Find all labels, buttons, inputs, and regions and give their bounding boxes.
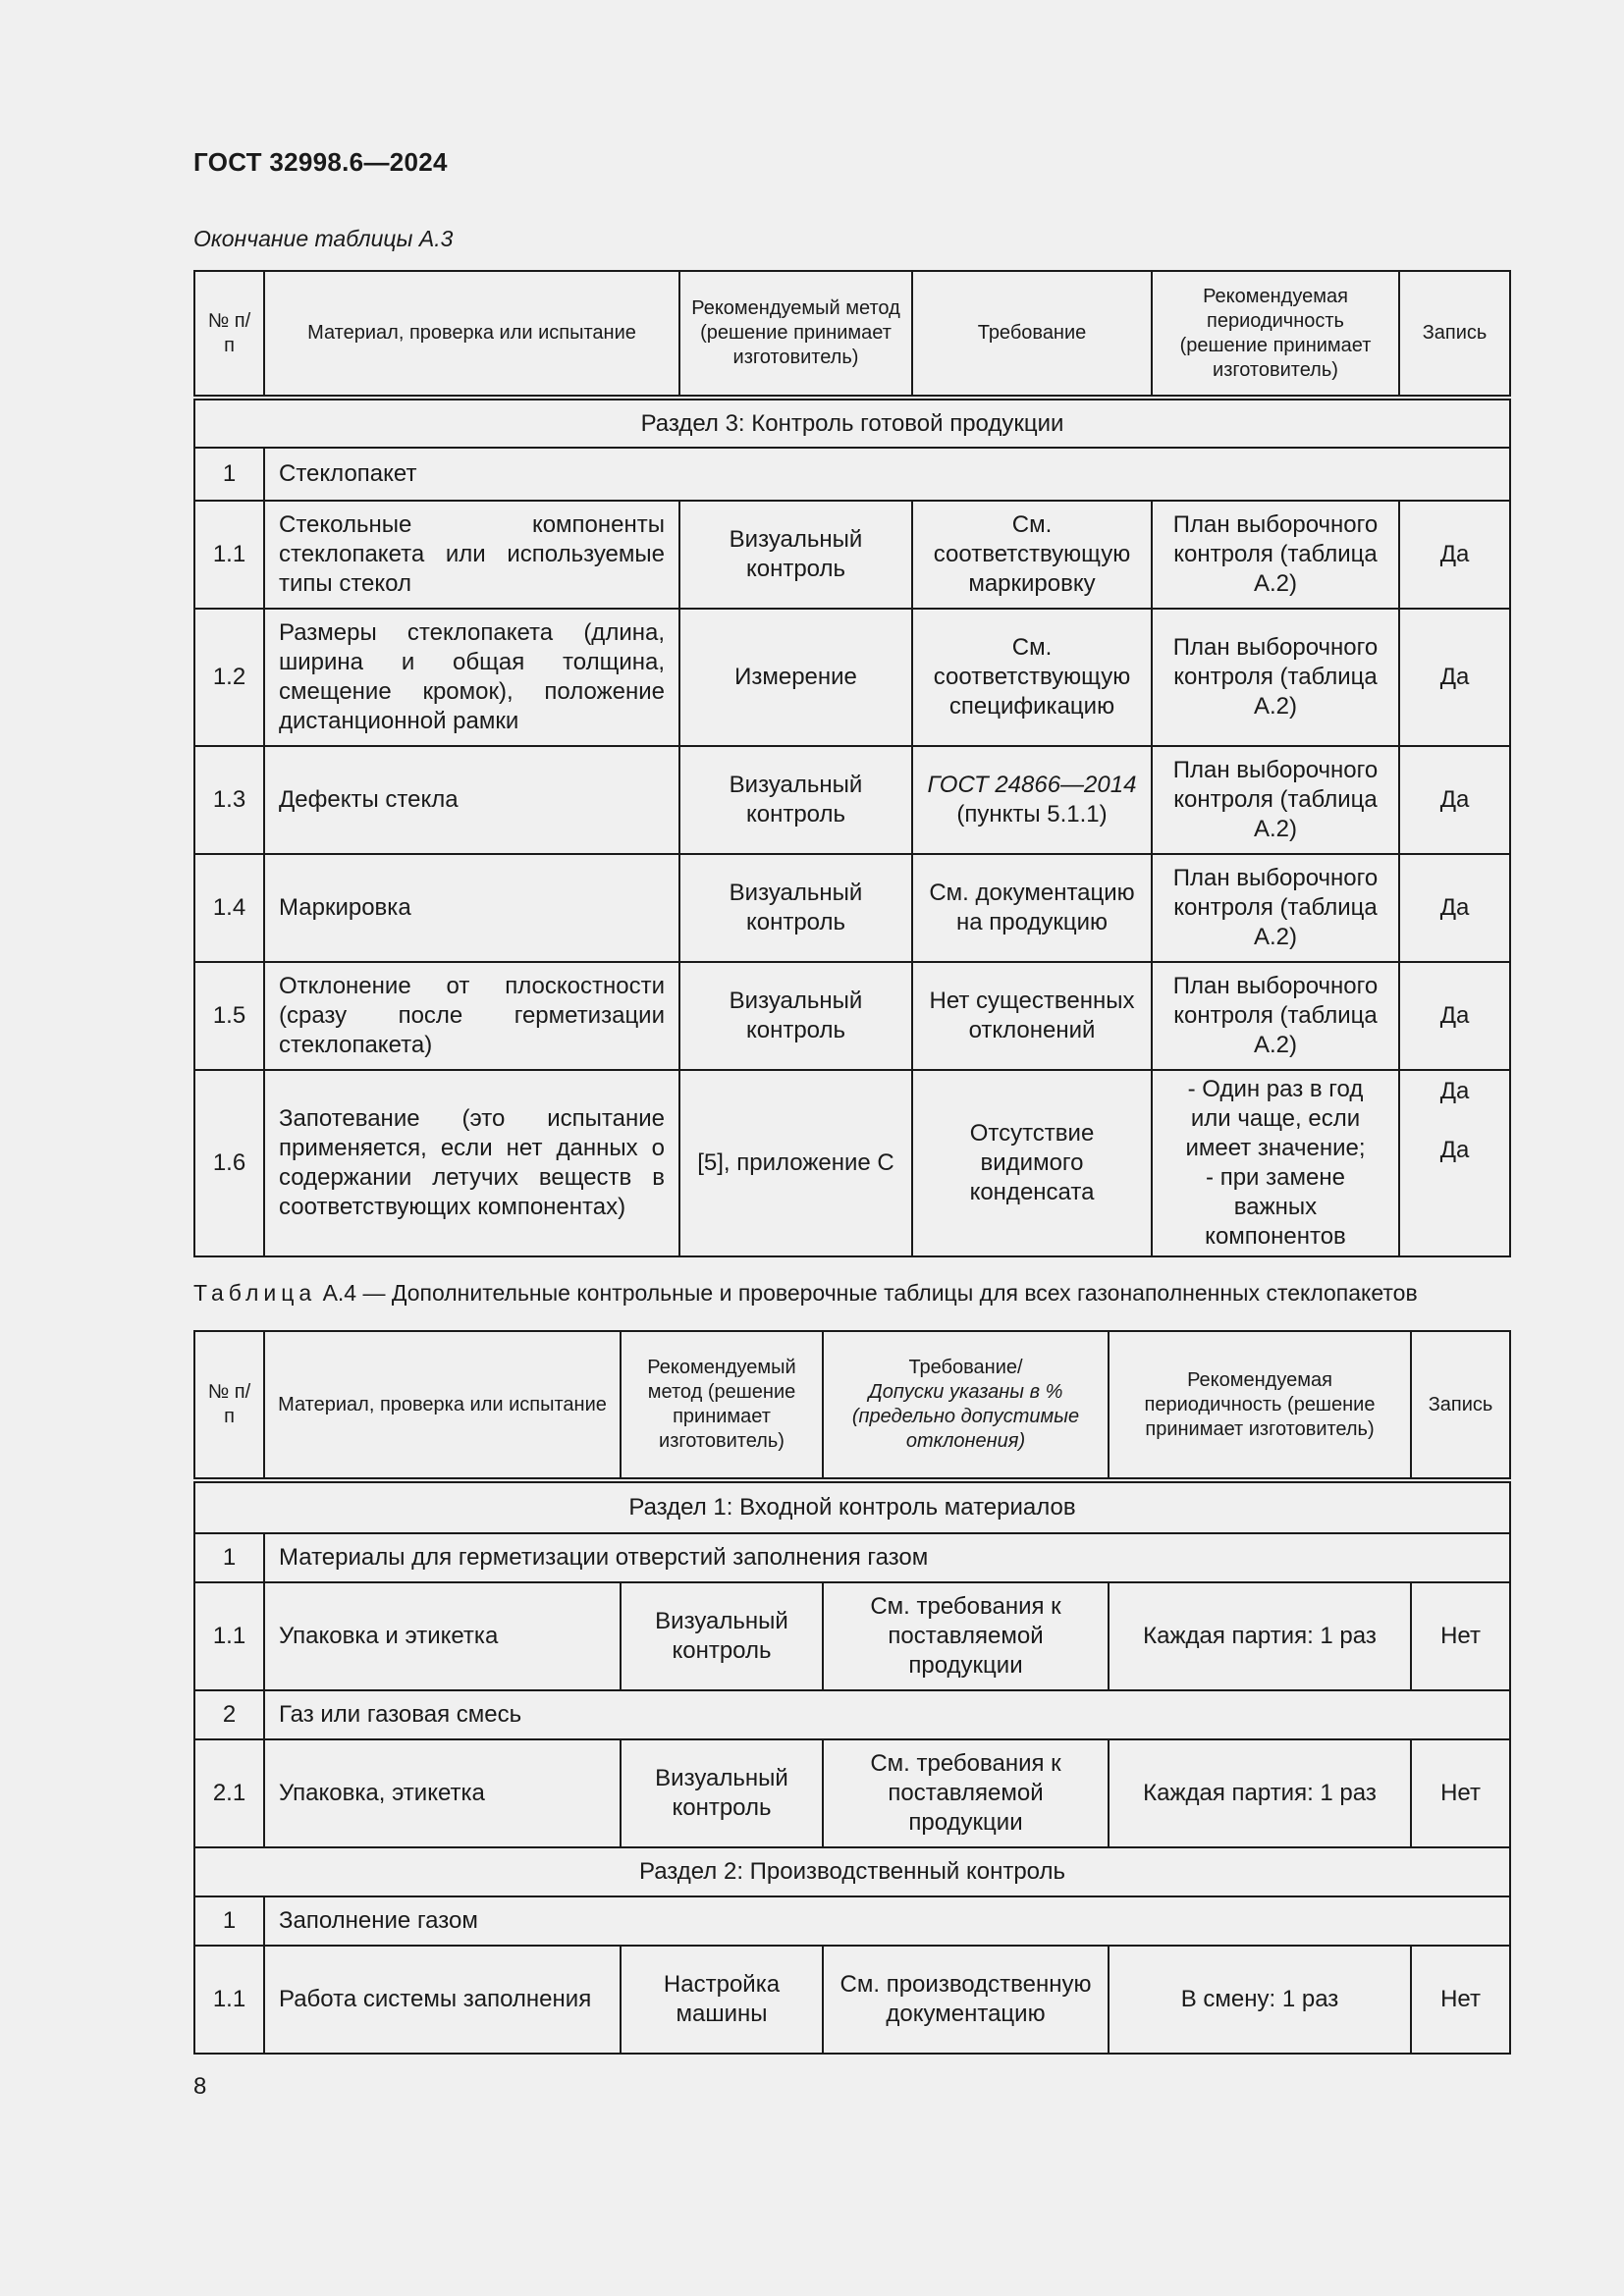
row-material: Отклонение от плоскостности (сразу после герметизации стеклопакета) xyxy=(264,962,679,1070)
row-method: Визуальный контроль xyxy=(679,962,912,1070)
table-row xyxy=(194,501,1510,609)
row-material: Маркировка xyxy=(264,854,679,962)
group-num: 1 xyxy=(194,1896,264,1946)
col-periodicity-header: Рекомендуемая периодичность (решение принимает изготовитель) xyxy=(1109,1331,1411,1480)
group-num: 2 xyxy=(194,1690,264,1739)
col-method-header: Рекомендуемый метод (решение принимает изготовитель) xyxy=(679,271,912,398)
col-record-header: Запись xyxy=(1411,1331,1510,1480)
standard-reference: ГОСТ 24866—2014 xyxy=(927,772,1137,798)
row-record: Да xyxy=(1399,854,1510,962)
row-periodicity: Каждая партия: 1 раз xyxy=(1109,1739,1411,1847)
row-periodicity: План выборочного контроля (таблица А.2) xyxy=(1152,746,1399,854)
row-num: 1.1 xyxy=(194,1582,264,1690)
table-row xyxy=(194,746,1510,854)
requirement-header-note: Допуски указаны в % (предельно допустимые отклонения) xyxy=(851,1381,1080,1452)
group-row xyxy=(194,1690,1510,1739)
page-number: 8 xyxy=(193,2073,207,2100)
row-record: Да xyxy=(1399,962,1510,1070)
document-code: ГОСТ 32998.6—2024 xyxy=(193,147,448,177)
group-row xyxy=(194,1896,1510,1946)
col-periodicity-header: Рекомендуемая периодичность (решение принимает изготовитель) xyxy=(1152,271,1399,398)
requirement-header-main: Требование/ xyxy=(908,1357,1023,1378)
row-record: Нет xyxy=(1411,1946,1510,2054)
row-record: Нет xyxy=(1411,1582,1510,1690)
row-num: 1.5 xyxy=(194,962,264,1070)
row-method: [5], приложение С xyxy=(679,1070,912,1256)
table-title: А.4 — Дополнительные контрольные и проверочные таблицы для всех газонаполненных стеклопакетов xyxy=(322,1280,1418,1306)
table-header-row xyxy=(194,271,1510,398)
row-method: Настройка машины xyxy=(621,1946,823,2054)
table-row xyxy=(194,962,1510,1070)
row-requirement: См. документацию на продукцию xyxy=(912,854,1152,962)
table-a4 xyxy=(193,1330,1511,2055)
group-name: Стеклопакет xyxy=(264,448,1510,501)
row-record xyxy=(1399,1070,1510,1256)
row-method: Визуальный контроль xyxy=(621,1739,823,1847)
periodicity-item: - при замене важных компонентов xyxy=(1205,1164,1346,1250)
group-name: Газ или газовая смесь xyxy=(264,1690,1510,1739)
row-periodicity: План выборочного контроля (таблица А.2) xyxy=(1152,962,1399,1070)
row-requirement xyxy=(912,746,1152,854)
section-row xyxy=(194,398,1510,448)
clause-reference: (пункты 5.1.1) xyxy=(956,801,1108,828)
group-name: Заполнение газом xyxy=(264,1896,1510,1946)
row-material: Стекольные компоненты стеклопакета или используемые типы стекол xyxy=(264,501,679,609)
record-item: Да xyxy=(1439,1078,1470,1104)
group-name: Материалы для герметизации отверстий заполнения газом xyxy=(264,1533,1510,1582)
section-title: Раздел 1: Входной контроль материалов xyxy=(194,1480,1510,1533)
col-requirement-header xyxy=(823,1331,1109,1480)
row-material: Размеры стеклопакета (длина, ширина и общая толщина, смещение кромок), положение дистанционной рамки xyxy=(264,609,679,746)
section-row xyxy=(194,1847,1510,1896)
row-num: 1.1 xyxy=(194,1946,264,2054)
row-record: Нет xyxy=(1411,1739,1510,1847)
table-row xyxy=(194,1070,1510,1256)
row-method: Измерение xyxy=(679,609,912,746)
table-row xyxy=(194,1739,1510,1847)
table-row xyxy=(194,1946,1510,2054)
row-requirement: См. соответствующую маркировку xyxy=(912,501,1152,609)
row-periodicity: План выборочного контроля (таблица А.2) xyxy=(1152,501,1399,609)
col-num-header: № п/п xyxy=(194,1331,264,1480)
group-row xyxy=(194,1533,1510,1582)
section-row xyxy=(194,1480,1510,1533)
row-num: 1.2 xyxy=(194,609,264,746)
row-record: Да xyxy=(1399,746,1510,854)
row-material: Работа системы заполнения xyxy=(264,1946,621,2054)
row-num: 1.4 xyxy=(194,854,264,962)
group-num: 1 xyxy=(194,448,264,501)
row-material: Запотевание (это испытание применяется, если нет данных о содержании летучих веществ в соответствующих компонентах) xyxy=(264,1070,679,1256)
row-periodicity: Каждая партия: 1 раз xyxy=(1109,1582,1411,1690)
table-a3-caption: Окончание таблицы А.3 xyxy=(193,226,454,251)
table-row xyxy=(194,609,1510,746)
col-material-header: Материал, проверка или испытание xyxy=(264,271,679,398)
row-method: Визуальный контроль xyxy=(679,854,912,962)
row-method: Визуальный контроль xyxy=(679,501,912,609)
table-a4-caption xyxy=(193,1280,1418,1307)
row-requirement: См. требования к поставляемой продукции xyxy=(823,1739,1109,1847)
row-material: Упаковка, этикетка xyxy=(264,1739,621,1847)
row-num: 1.6 xyxy=(194,1070,264,1256)
record-item: Да xyxy=(1439,1137,1470,1163)
section-title: Раздел 2: Производственный контроль xyxy=(194,1847,1510,1896)
row-requirement: См. производственную документацию xyxy=(823,1946,1109,2054)
row-periodicity xyxy=(1152,1070,1399,1256)
row-periodicity: План выборочного контроля (таблица А.2) xyxy=(1152,854,1399,962)
row-requirement: Отсутствие видимого конденсата xyxy=(912,1070,1152,1256)
group-num: 1 xyxy=(194,1533,264,1582)
row-num: 1.3 xyxy=(194,746,264,854)
row-num: 1.1 xyxy=(194,501,264,609)
row-num: 2.1 xyxy=(194,1739,264,1847)
table-a3 xyxy=(193,270,1511,1257)
row-record: Да xyxy=(1399,609,1510,746)
col-method-header: Рекомендуемый метод (решение принимает изготовитель) xyxy=(621,1331,823,1480)
row-periodicity: План выборочного контроля (таблица А.2) xyxy=(1152,609,1399,746)
col-num-header: № п/п xyxy=(194,271,264,398)
section-title: Раздел 3: Контроль готовой продукции xyxy=(194,398,1510,448)
row-method: Визуальный контроль xyxy=(621,1582,823,1690)
col-requirement-header: Требование xyxy=(912,271,1152,398)
table-header-row xyxy=(194,1331,1510,1480)
row-requirement: См. соответствующую спецификацию xyxy=(912,609,1152,746)
row-requirement: См. требования к поставляемой продукции xyxy=(823,1582,1109,1690)
table-label: Таблица xyxy=(193,1280,317,1306)
periodicity-item: - Один раз в год или чаще, если имеет значение; xyxy=(1185,1076,1366,1161)
row-requirement: Нет существенных отклонений xyxy=(912,962,1152,1070)
table-row xyxy=(194,1582,1510,1690)
group-row xyxy=(194,448,1510,501)
col-record-header: Запись xyxy=(1399,271,1510,398)
table-row xyxy=(194,854,1510,962)
row-method: Визуальный контроль xyxy=(679,746,912,854)
col-material-header: Материал, проверка или испытание xyxy=(264,1331,621,1480)
row-record: Да xyxy=(1399,501,1510,609)
row-material: Упаковка и этикетка xyxy=(264,1582,621,1690)
row-periodicity: В смену: 1 раз xyxy=(1109,1946,1411,2054)
row-material: Дефекты стекла xyxy=(264,746,679,854)
